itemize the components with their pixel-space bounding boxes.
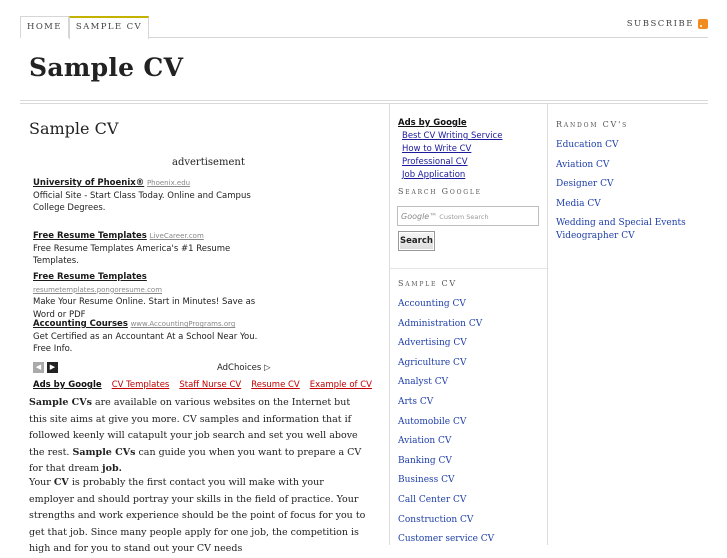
- header-divider: [20, 100, 708, 104]
- adchoices-icon[interactable]: ▷: [263, 363, 271, 373]
- subscribe-link[interactable]: [627, 19, 708, 29]
- sample-cv-heading: Sample CV: [398, 279, 457, 288]
- site-title[interactable]: Sample CV: [29, 53, 184, 82]
- ads-by-google-link[interactable]: Ads by Google: [398, 118, 467, 128]
- random-cv-link[interactable]: Media CV: [556, 198, 601, 209]
- page-title: Sample CV: [29, 119, 119, 138]
- random-cv-link[interactable]: Designer CV: [556, 179, 614, 190]
- cv-link[interactable]: Automobile CV: [398, 416, 467, 427]
- adchoices-link[interactable]: [217, 363, 271, 373]
- emphasis: Sample CVs: [29, 397, 92, 408]
- cv-link[interactable]: Analyst CV: [398, 377, 449, 388]
- ad-link[interactable]: Resume CV: [251, 380, 300, 390]
- tab-sample-cv[interactable]: SAMPLE CV: [69, 16, 149, 39]
- ad-links-row: [33, 380, 372, 390]
- ad-title[interactable]: Free Resume Templates: [33, 231, 147, 241]
- ad-prev-button[interactable]: ◀: [33, 362, 44, 373]
- cv-link[interactable]: Business CV: [398, 475, 455, 486]
- random-cv-link[interactable]: Wedding and Special Events Videographer CV: [556, 218, 686, 242]
- ad-url[interactable]: www.AccountingPrograms.org: [130, 320, 236, 328]
- paragraph-text: are available on various websites on the Internet but this site aims at give you more. CV samples and information that if followed keenly will catapult your job search and set you well above the rest.: [29, 397, 358, 458]
- ad-pager: [33, 362, 58, 373]
- ad-next-button[interactable]: ▶: [47, 362, 58, 373]
- ad-title[interactable]: University of Phoenix®: [33, 178, 145, 188]
- intro-paragraph: [29, 395, 367, 478]
- advertisement-label: advertisement: [172, 157, 245, 168]
- column-divider: [389, 104, 390, 545]
- emphasis: job.: [102, 463, 122, 474]
- ad-unit[interactable]: [33, 318, 273, 356]
- ads-by-google-link[interactable]: Ads by Google: [33, 380, 102, 390]
- ad-unit[interactable]: [33, 177, 273, 215]
- cv-link[interactable]: Agriculture CV: [398, 357, 467, 368]
- ad-title[interactable]: Free Resume Templates: [33, 272, 147, 282]
- paragraph-text: is probably the first contact you will make with your employer and should portray your skills in the field of practice. Your strengths and work experience should be the point of focus for you to get that job. Since many people apply for one job, the competition is high and for you to stand out your CV needs: [29, 477, 366, 554]
- ad-url[interactable]: Phoenix.edu: [146, 179, 191, 187]
- rss-icon[interactable]: [698, 19, 708, 29]
- emphasis: CV: [53, 477, 69, 488]
- ad-unit[interactable]: [33, 271, 273, 321]
- ad-title[interactable]: Accounting Courses: [33, 319, 128, 329]
- ad-text: Official Site - Start Class Today. Online and Campus College Degrees.: [33, 190, 251, 213]
- random-cv-list: [556, 139, 716, 250]
- paragraph-text: Your: [29, 477, 54, 488]
- ad-link[interactable]: CV Templates: [111, 380, 170, 390]
- sidebar-divider: [390, 268, 547, 269]
- column-divider: [547, 104, 548, 545]
- top-nav: [20, 16, 149, 39]
- cv-link[interactable]: Banking CV: [398, 455, 452, 466]
- random-cv-link[interactable]: Aviation CV: [556, 159, 610, 170]
- search-placeholder: Custom Search: [439, 213, 489, 221]
- search-button[interactable]: Search: [398, 231, 435, 251]
- ad-link[interactable]: Example of CV: [309, 380, 372, 390]
- cv-link[interactable]: Call Center CV: [398, 494, 467, 505]
- random-cvs-heading: Random CV's: [556, 120, 629, 129]
- ad-url[interactable]: LiveCareer.com: [149, 232, 204, 240]
- sidebar-ad-link[interactable]: Professional CV: [402, 157, 468, 167]
- google-logo: Google™: [401, 212, 438, 221]
- cv-link[interactable]: Accounting CV: [398, 299, 466, 309]
- ad-url[interactable]: resumetemplates.pongoresume.com: [33, 285, 163, 294]
- cv-link[interactable]: Construction CV: [398, 514, 474, 525]
- tab-home[interactable]: HOME: [20, 16, 69, 38]
- subscribe-label[interactable]: SUBSCRIBE: [626, 19, 694, 29]
- cv-link[interactable]: Arts CV: [398, 396, 434, 407]
- sidebar-ad-link[interactable]: Best CV Writing Service: [402, 131, 503, 141]
- ad-unit[interactable]: [33, 230, 273, 268]
- adchoices-label[interactable]: AdChoices: [217, 363, 262, 373]
- top-nav-bar: [20, 16, 708, 38]
- sidebar-ads: [398, 117, 502, 182]
- sample-cv-list: [398, 299, 494, 554]
- emphasis: Sample CVs: [72, 446, 136, 458]
- sidebar-ad-link[interactable]: How to Write CV: [402, 144, 472, 154]
- cv-link[interactable]: Aviation CV: [398, 436, 452, 447]
- sidebar-ad-link[interactable]: Job Application: [402, 170, 466, 180]
- cv-link[interactable]: Advertising CV: [398, 338, 467, 349]
- random-cv-link[interactable]: Education CV: [556, 140, 619, 150]
- paragraph-text: can guide you when you want to prepare a CV for that dream: [29, 446, 362, 474]
- cv-link[interactable]: Customer service CV: [398, 534, 495, 545]
- body-paragraph: [29, 475, 367, 558]
- search-heading: Search Google: [398, 187, 482, 196]
- ad-link[interactable]: Staff Nurse CV: [179, 380, 242, 390]
- ad-text: Free Resume Templates America's #1 Resume Templates.: [33, 243, 231, 266]
- cv-link[interactable]: Administration CV: [398, 318, 483, 329]
- ad-text: Get Certified as an Accountant At a School Near You. Free Info.: [33, 331, 258, 354]
- ad-text: Make Your Resume Online. Start in Minutes! Save as Word or PDF: [33, 297, 256, 320]
- search-input[interactable]: [397, 206, 539, 226]
